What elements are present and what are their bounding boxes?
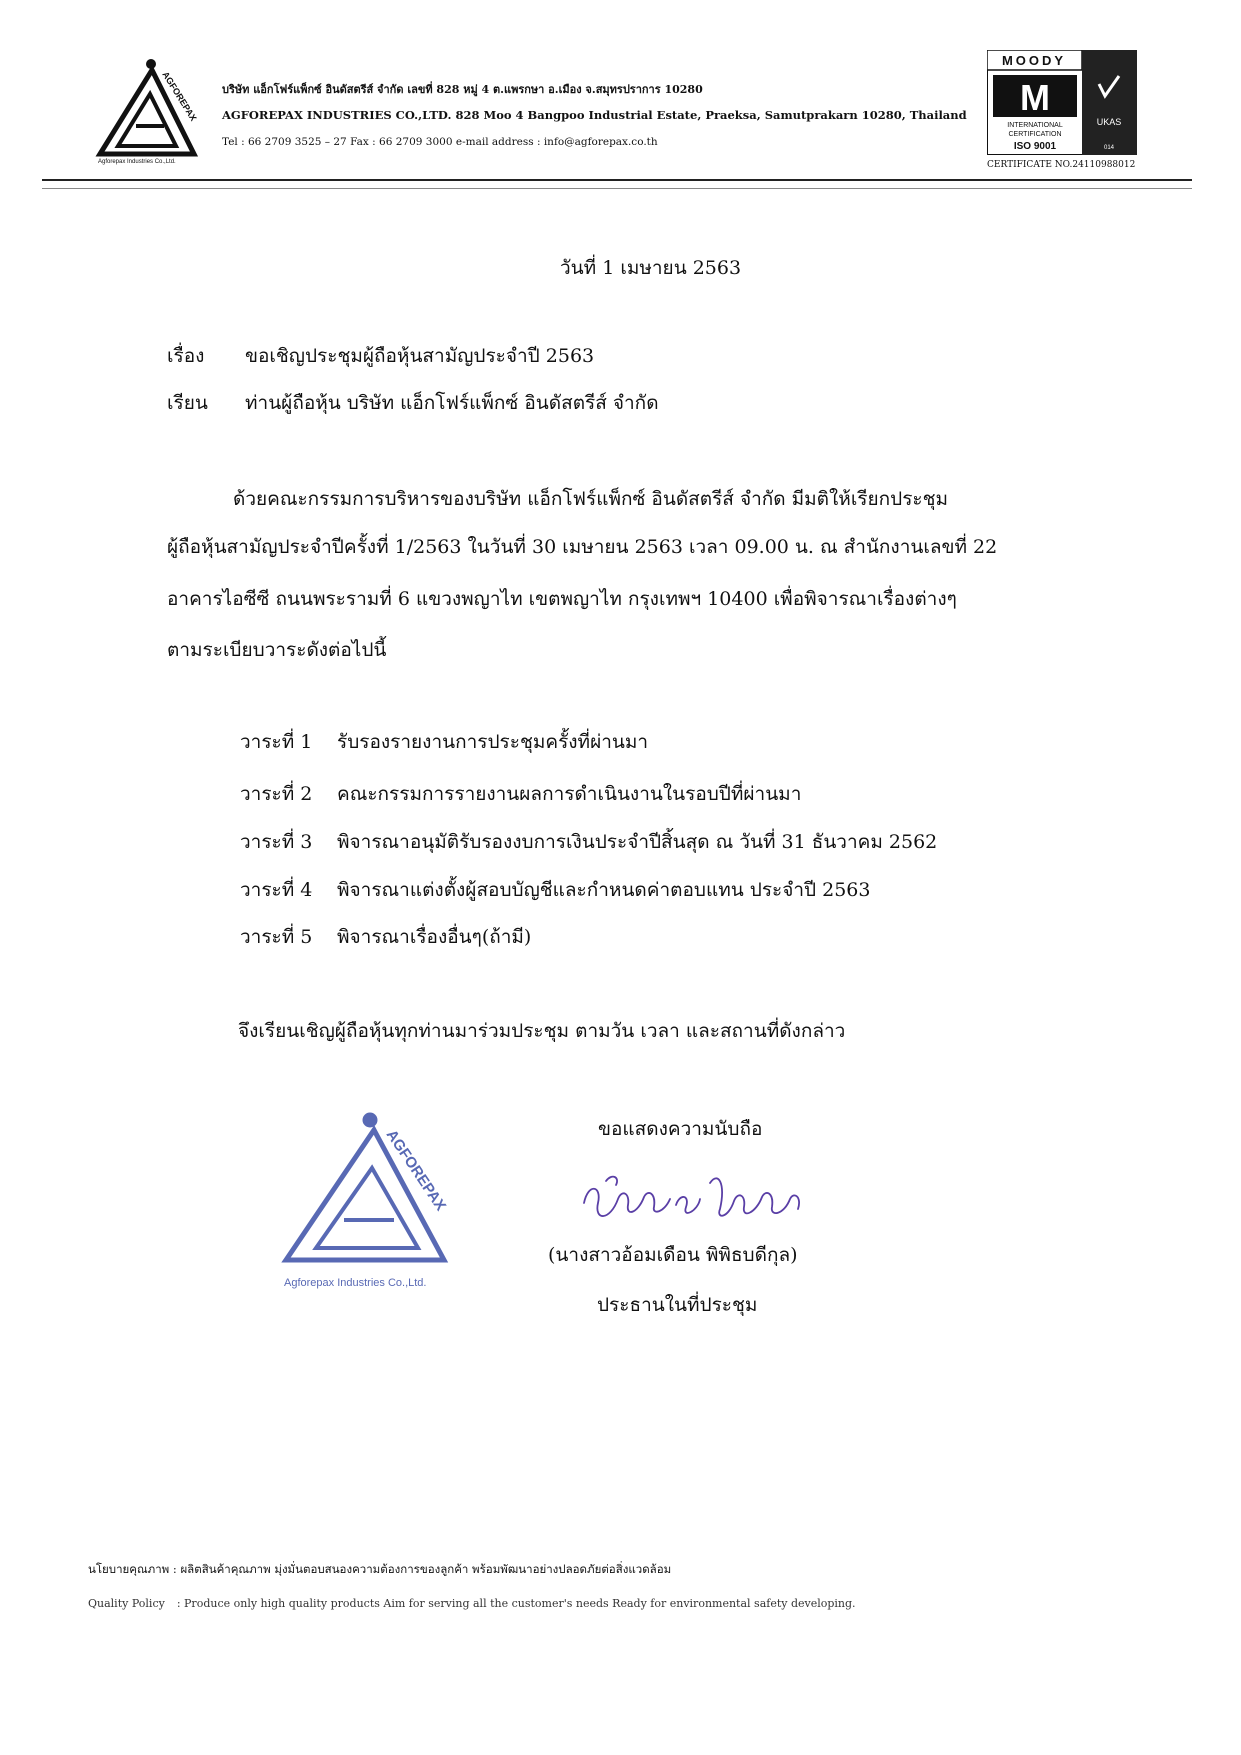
regards: ขอแสดงความนับถือ xyxy=(598,1118,763,1140)
agenda-item-label: วาระที่ 5 xyxy=(240,926,313,948)
iso-certification-mark xyxy=(987,50,1137,155)
signer-name: (นางสาวอ้อมเดือน พิพิธบดีกุล) xyxy=(548,1244,798,1266)
agenda-item-label: วาระที่ 2 xyxy=(240,783,313,805)
stamp-subtext: Agforepax Industries Co.,Ltd. xyxy=(284,1277,427,1289)
header-thai-address: บริษัท แอ็กโฟร์แพ็กซ์ อินดัสตรีส์ จำกัด เลขที่ 828 หมู่ 4 ต.แพรกษา อ.เมือง จ.สมุทรปราการ 10280 xyxy=(222,83,703,96)
svg-text:AGFOREPAX: AGFOREPAX xyxy=(382,1126,450,1215)
header-divider-thin xyxy=(42,188,1192,189)
agenda-item-label: วาระที่ 3 xyxy=(240,831,313,853)
agenda-item-text: พิจารณาเรื่องอื่นๆ(ถ้ามี) xyxy=(337,926,532,948)
recipient-text: ท่านผู้ถือหุ้น บริษัท แอ็กโฟร์แพ็กซ์ อินดัสตรีส์ จำกัด xyxy=(245,392,659,414)
svg-text:AGFOREPAX: AGFOREPAX xyxy=(160,69,199,123)
agenda-item-label: วาระที่ 1 xyxy=(240,731,313,753)
header-divider xyxy=(42,179,1192,181)
signer-role: ประธานในที่ประชุม xyxy=(597,1294,758,1316)
svg-text:ISO 9001: ISO 9001 xyxy=(1013,141,1057,152)
paragraph-line-3: อาคารไอซีซี ถนนพระรามที่ 6 แขวงพญาไท เขตพญาไท กรุงเทพฯ 10400 เพื่อพิจารณาเรื่องต่างๆ xyxy=(167,588,957,610)
logo-subtext: Agforepax Industries Co.,Ltd. xyxy=(98,159,176,165)
company-logo xyxy=(92,56,202,166)
agenda-item-text: คณะกรรมการรายงานผลการดำเนินงานในรอบปีที่ผ่านมา xyxy=(337,783,802,805)
header-english-address: AGFOREPAX INDUSTRIES CO.,LTD. 828 Moo 4 Bangpoo Industrial Estate, Praeksa, Samutprakarn 10280, Thailand xyxy=(222,108,967,122)
subject-text: ขอเชิญประชุมผู้ถือหุ้นสามัญประจำปี 2563 xyxy=(245,345,595,367)
company-stamp xyxy=(278,1110,478,1310)
quality-policy-thai: นโยบายคุณภาพ : ผลิตสินค้าคุณภาพ มุ่งมั่นตอบสนองความต้องการของลูกค้า พร้อมพัฒนาอย่างปลอดภัยต่อสิ่งแวดล้อม xyxy=(88,1562,672,1576)
handwritten-signature xyxy=(578,1163,808,1233)
certificate-number: CERTIFICATE NO.24110988012 xyxy=(987,160,1136,170)
svg-text:MOODY: MOODY xyxy=(1001,53,1067,68)
agenda-item-label: วาระที่ 4 xyxy=(240,879,313,901)
letter-date: วันที่ 1 เมษายน 2563 xyxy=(560,257,742,279)
header-contact: Tel : 66 2709 3525 – 27 Fax : 66 2709 3000 e-mail address : info@agforepax.co.th xyxy=(222,136,658,148)
paragraph-line-4: ตามระเบียบวาระดังต่อไปนี้ xyxy=(167,639,387,661)
quality-policy-english xyxy=(88,1597,856,1610)
svg-text:UKAS: UKAS xyxy=(1096,117,1122,127)
paragraph-line-2: ผู้ถือหุ้นสามัญประจำปีครั้งที่ 1/2563 ในวันที่ 30 เมษายน 2563 เวลา 09.00 น. ณ สำนักงานเลขที่ 22 xyxy=(167,536,998,558)
paragraph-line-1: ด้วยคณะกรรมการบริหารของบริษัท แอ็กโฟร์แพ็กซ์ อินดัสตรีส์ จำกัด มีมติให้เรียกประชุม xyxy=(233,488,949,510)
subject-label: เรื่อง xyxy=(167,345,205,367)
svg-text:014: 014 xyxy=(1103,145,1115,151)
agenda-item-text: พิจารณาอนุมัติรับรองงบการเงินประจำปีสิ้นสุด ณ วันที่ 31 ธันวาคม 2562 xyxy=(337,831,938,853)
svg-text:INTERNATIONAL: INTERNATIONAL xyxy=(1007,122,1063,129)
recipient-label: เรียน xyxy=(167,392,208,414)
agenda-item-text: รับรองรายงานการประชุมครั้งที่ผ่านมา xyxy=(337,731,649,753)
quality-policy-text: : Produce only high quality products Aim for serving all the customer's needs Ready for environmental safety developing. xyxy=(176,1597,856,1610)
svg-text:CERTIFICATION: CERTIFICATION xyxy=(1008,131,1062,138)
closing-sentence: จึงเรียนเชิญผู้ถือหุ้นทุกท่านมาร่วมประชุม ตามวัน เวลา และสถานที่ดังกล่าว xyxy=(238,1020,846,1042)
quality-policy-label: Quality Policy xyxy=(88,1597,165,1610)
agenda-item-text: พิจารณาแต่งตั้งผู้สอบบัญชีและกำหนดค่าตอบแทน ประจำปี 2563 xyxy=(337,879,871,901)
svg-text:M: M xyxy=(1020,77,1050,118)
